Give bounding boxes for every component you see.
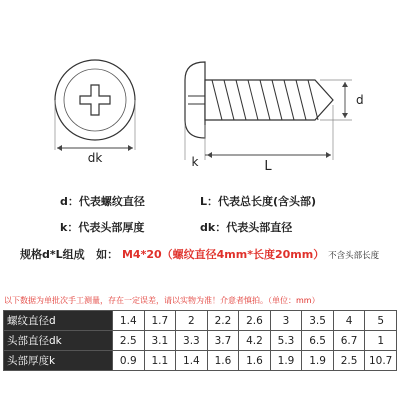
d-dimension-label: d [356, 93, 364, 107]
table-cell: 2 [176, 311, 208, 331]
table-cell: 1.7 [144, 311, 176, 331]
spec-prefix: 规格d*L组成 [20, 248, 85, 261]
table-cell: 1.4 [176, 351, 208, 371]
row-label: 螺纹直径d [4, 311, 113, 331]
dk-dimension-label: dk [87, 151, 103, 165]
table-cell: 10.7 [365, 351, 397, 371]
table-cell: 1.6 [207, 351, 239, 371]
phillips-cross-icon [80, 85, 110, 115]
table-row [4, 351, 397, 371]
table-cell: 1.9 [270, 351, 302, 371]
table-cell: 3.7 [207, 331, 239, 351]
table-cell: 1.1 [144, 351, 176, 371]
table-cell: 2.2 [207, 311, 239, 331]
screw-diagram [0, 0, 400, 180]
table-cell: 1.9 [302, 351, 334, 371]
row-label: 头部直径dk [4, 331, 113, 351]
measurement-notice: 以下数据为单批次手工测量，存在一定误差，请以实物为准！介意者慎拍。（单位：mm） [4, 296, 320, 305]
table-cell: 4.2 [239, 331, 271, 351]
legend-d: d：代表螺纹直径 [60, 195, 145, 208]
spec-suffix: 不含头部长度 [328, 251, 380, 261]
table-row [4, 331, 397, 351]
legend-dk: dk：代表头部直径 [200, 221, 293, 234]
table-cell: 3.5 [302, 311, 334, 331]
legend-L: L：代表总长度(含头部) [200, 195, 317, 208]
table-cell: 1.4 [113, 311, 145, 331]
spec-example: M4*20（螺纹直径4mm*长度20mm） [121, 248, 325, 261]
table-cell: 2.5 [113, 331, 145, 351]
table-cell: 6.7 [333, 331, 365, 351]
table-cell: 2.5 [333, 351, 365, 371]
table-cell: 4 [333, 311, 365, 331]
table-cell: 5 [365, 311, 397, 331]
spec-format-line [20, 246, 400, 262]
dimension-table [3, 310, 397, 371]
L-dimension-label: L [264, 159, 272, 174]
legend-k: k：代表头部厚度 [60, 221, 145, 234]
row-label: 头部厚度k [4, 351, 113, 371]
spec-example-label: 如： [96, 248, 119, 261]
table-cell: 3.3 [176, 331, 208, 351]
table-cell: 5.3 [270, 331, 302, 351]
table-row [4, 311, 397, 331]
table-cell: 1 [365, 331, 397, 351]
table-cell: 6.5 [302, 331, 334, 351]
table-cell: 1.6 [239, 351, 271, 371]
dimension-legend [0, 183, 400, 243]
head-top-view [55, 60, 135, 165]
table-cell: 2.6 [239, 311, 271, 331]
screw-side-view [185, 62, 364, 174]
table-cell: 0.9 [113, 351, 145, 371]
table-cell: 3.1 [144, 331, 176, 351]
table-cell: 3 [270, 311, 302, 331]
k-dimension-label: k [191, 155, 199, 169]
